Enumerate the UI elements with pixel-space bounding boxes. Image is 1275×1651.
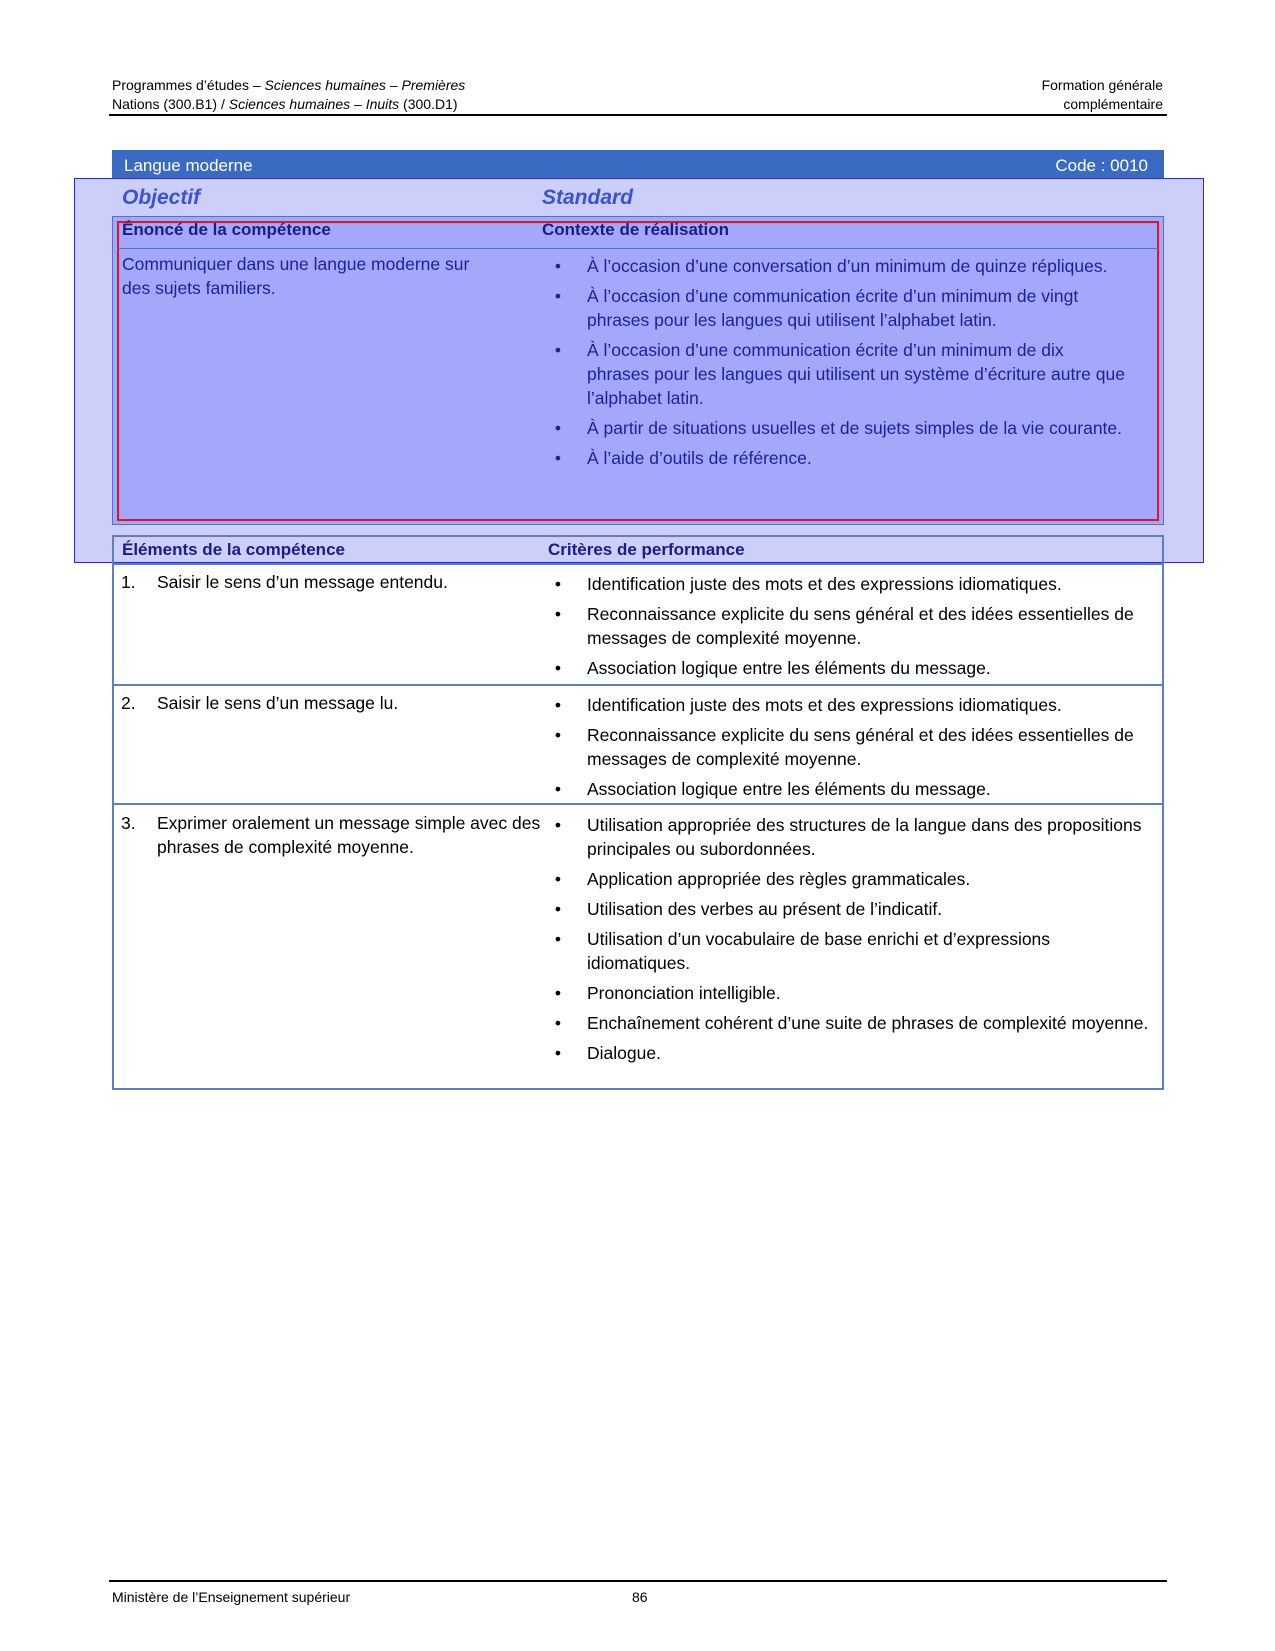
list-item: • Utilisation d’un vocabulaire de base enrichi et d’expressions idiomatiques.: [550, 927, 1150, 975]
course-title: Langue moderne: [124, 156, 253, 175]
list-item: • Reconnaissance explicite du sens général et des idées essentielles de messages de complexité moyenne.: [550, 723, 1150, 771]
list-item: • À l’occasion d’une communication écrite d’un minimum de dix phrases pour les langues qui utilisent un système d’écriture autre que l’alphabet latin.: [550, 338, 1125, 410]
header-line-2: Nations (300.B1) / Sciences humaines – Inuits (300.D1): [112, 96, 458, 112]
bullet-icon: •: [554, 983, 562, 1003]
enonce-heading: Énoncé de la compétence: [122, 220, 331, 239]
bullet-icon: •: [554, 340, 562, 360]
list-item: • Identification juste des mots et des expressions idiomatiques.: [550, 693, 1150, 717]
bullet-icon: •: [554, 1043, 562, 1063]
list-item: • Prononciation intelligible.: [550, 981, 1150, 1005]
competence-header-rule: [118, 248, 1158, 249]
element-text: Saisir le sens d’un message entendu.: [157, 572, 448, 592]
element-row-3: [121, 811, 541, 859]
bullet-icon: •: [554, 929, 562, 949]
element-text: Saisir le sens d’un message lu.: [157, 693, 399, 713]
bullet-icon: •: [554, 604, 562, 624]
title-bar: [112, 150, 1164, 180]
criteria-list-2: [550, 693, 1150, 807]
criteria-list-3: [550, 813, 1150, 1071]
course-code: Code : 0010: [1055, 156, 1148, 175]
competence-statement: Communiquer dans une langue moderne sur des sujets familiers.: [122, 254, 470, 298]
element-row-1: [121, 570, 531, 594]
list-item: • Dialogue.: [550, 1041, 1150, 1065]
bullet-icon: •: [554, 869, 562, 889]
bullet-icon: •: [554, 695, 562, 715]
list-item: • À partir de situations usuelles et de sujets simples de la vie courante.: [550, 416, 1125, 440]
bullet-icon: •: [554, 815, 562, 835]
bullet-icon: •: [554, 448, 562, 468]
elements-heading: Éléments de la compétence: [122, 540, 345, 559]
list-item: • Utilisation des verbes au présent de l’indicatif.: [550, 897, 1150, 921]
page-number: 86: [632, 1589, 648, 1605]
objectif-label: Objectif: [122, 186, 201, 209]
list-item: • Identification juste des mots et des expressions idiomatiques.: [550, 572, 1150, 596]
list-item: • Enchaînement cohérent d’une suite de phrases de complexité moyenne.: [550, 1011, 1150, 1035]
bullet-icon: •: [554, 286, 562, 306]
footer-publisher: Ministère de l’Enseignement supérieur: [112, 1589, 351, 1605]
context-list: [550, 254, 1125, 476]
header-rule: [109, 114, 1167, 116]
element-number: 3.: [121, 813, 136, 833]
bullet-icon: •: [554, 574, 562, 594]
list-item: • À l’aide d’outils de référence.: [550, 446, 1125, 470]
list-item: • Reconnaissance explicite du sens général et des idées essentielles de messages de complexité moyenne.: [550, 602, 1150, 650]
bullet-icon: •: [554, 779, 562, 799]
criteria-list-1: [550, 572, 1150, 686]
list-item: • Utilisation appropriée des structures de la langue dans des propositions principales ou subordonnées.: [550, 813, 1150, 861]
running-header-left: [112, 76, 712, 114]
bullet-icon: •: [554, 418, 562, 438]
running-header-right: [863, 76, 1163, 114]
standard-label: Standard: [542, 186, 634, 209]
bullet-icon: •: [554, 725, 562, 745]
criteres-heading: Critères de performance: [548, 540, 745, 559]
element-row-2: [121, 691, 531, 715]
header-right-line-2: complémentaire: [1063, 96, 1163, 112]
bullet-icon: •: [554, 658, 562, 678]
bullet-icon: •: [554, 1013, 562, 1033]
element-number: 1.: [121, 572, 136, 592]
header-right-line-1: Formation générale: [1041, 77, 1163, 93]
list-item: • Association logique entre les éléments du message.: [550, 656, 1150, 680]
list-item: • À l’occasion d’une conversation d’un minimum de quinze répliques.: [550, 254, 1125, 278]
element-text: Exprimer oralement un message simple avec des phrases de complexité moyenne.: [157, 813, 541, 857]
list-item: • À l’occasion d’une communication écrite d’un minimum de vingt phrases pour les langues qui utilisent l’alphabet latin.: [550, 284, 1125, 332]
elements-header-rule: [113, 563, 1163, 565]
header-line-1: Programmes d’études – Sciences humaines – Premières: [112, 77, 466, 93]
contexte-heading: Contexte de réalisation: [542, 220, 730, 239]
list-item: • Association logique entre les éléments du message.: [550, 777, 1150, 801]
footer-rule: [109, 1580, 1167, 1582]
bullet-icon: •: [554, 256, 562, 276]
element-number: 2.: [121, 693, 136, 713]
list-item: • Application appropriée des règles grammaticales.: [550, 867, 1150, 891]
bullet-icon: •: [554, 899, 562, 919]
